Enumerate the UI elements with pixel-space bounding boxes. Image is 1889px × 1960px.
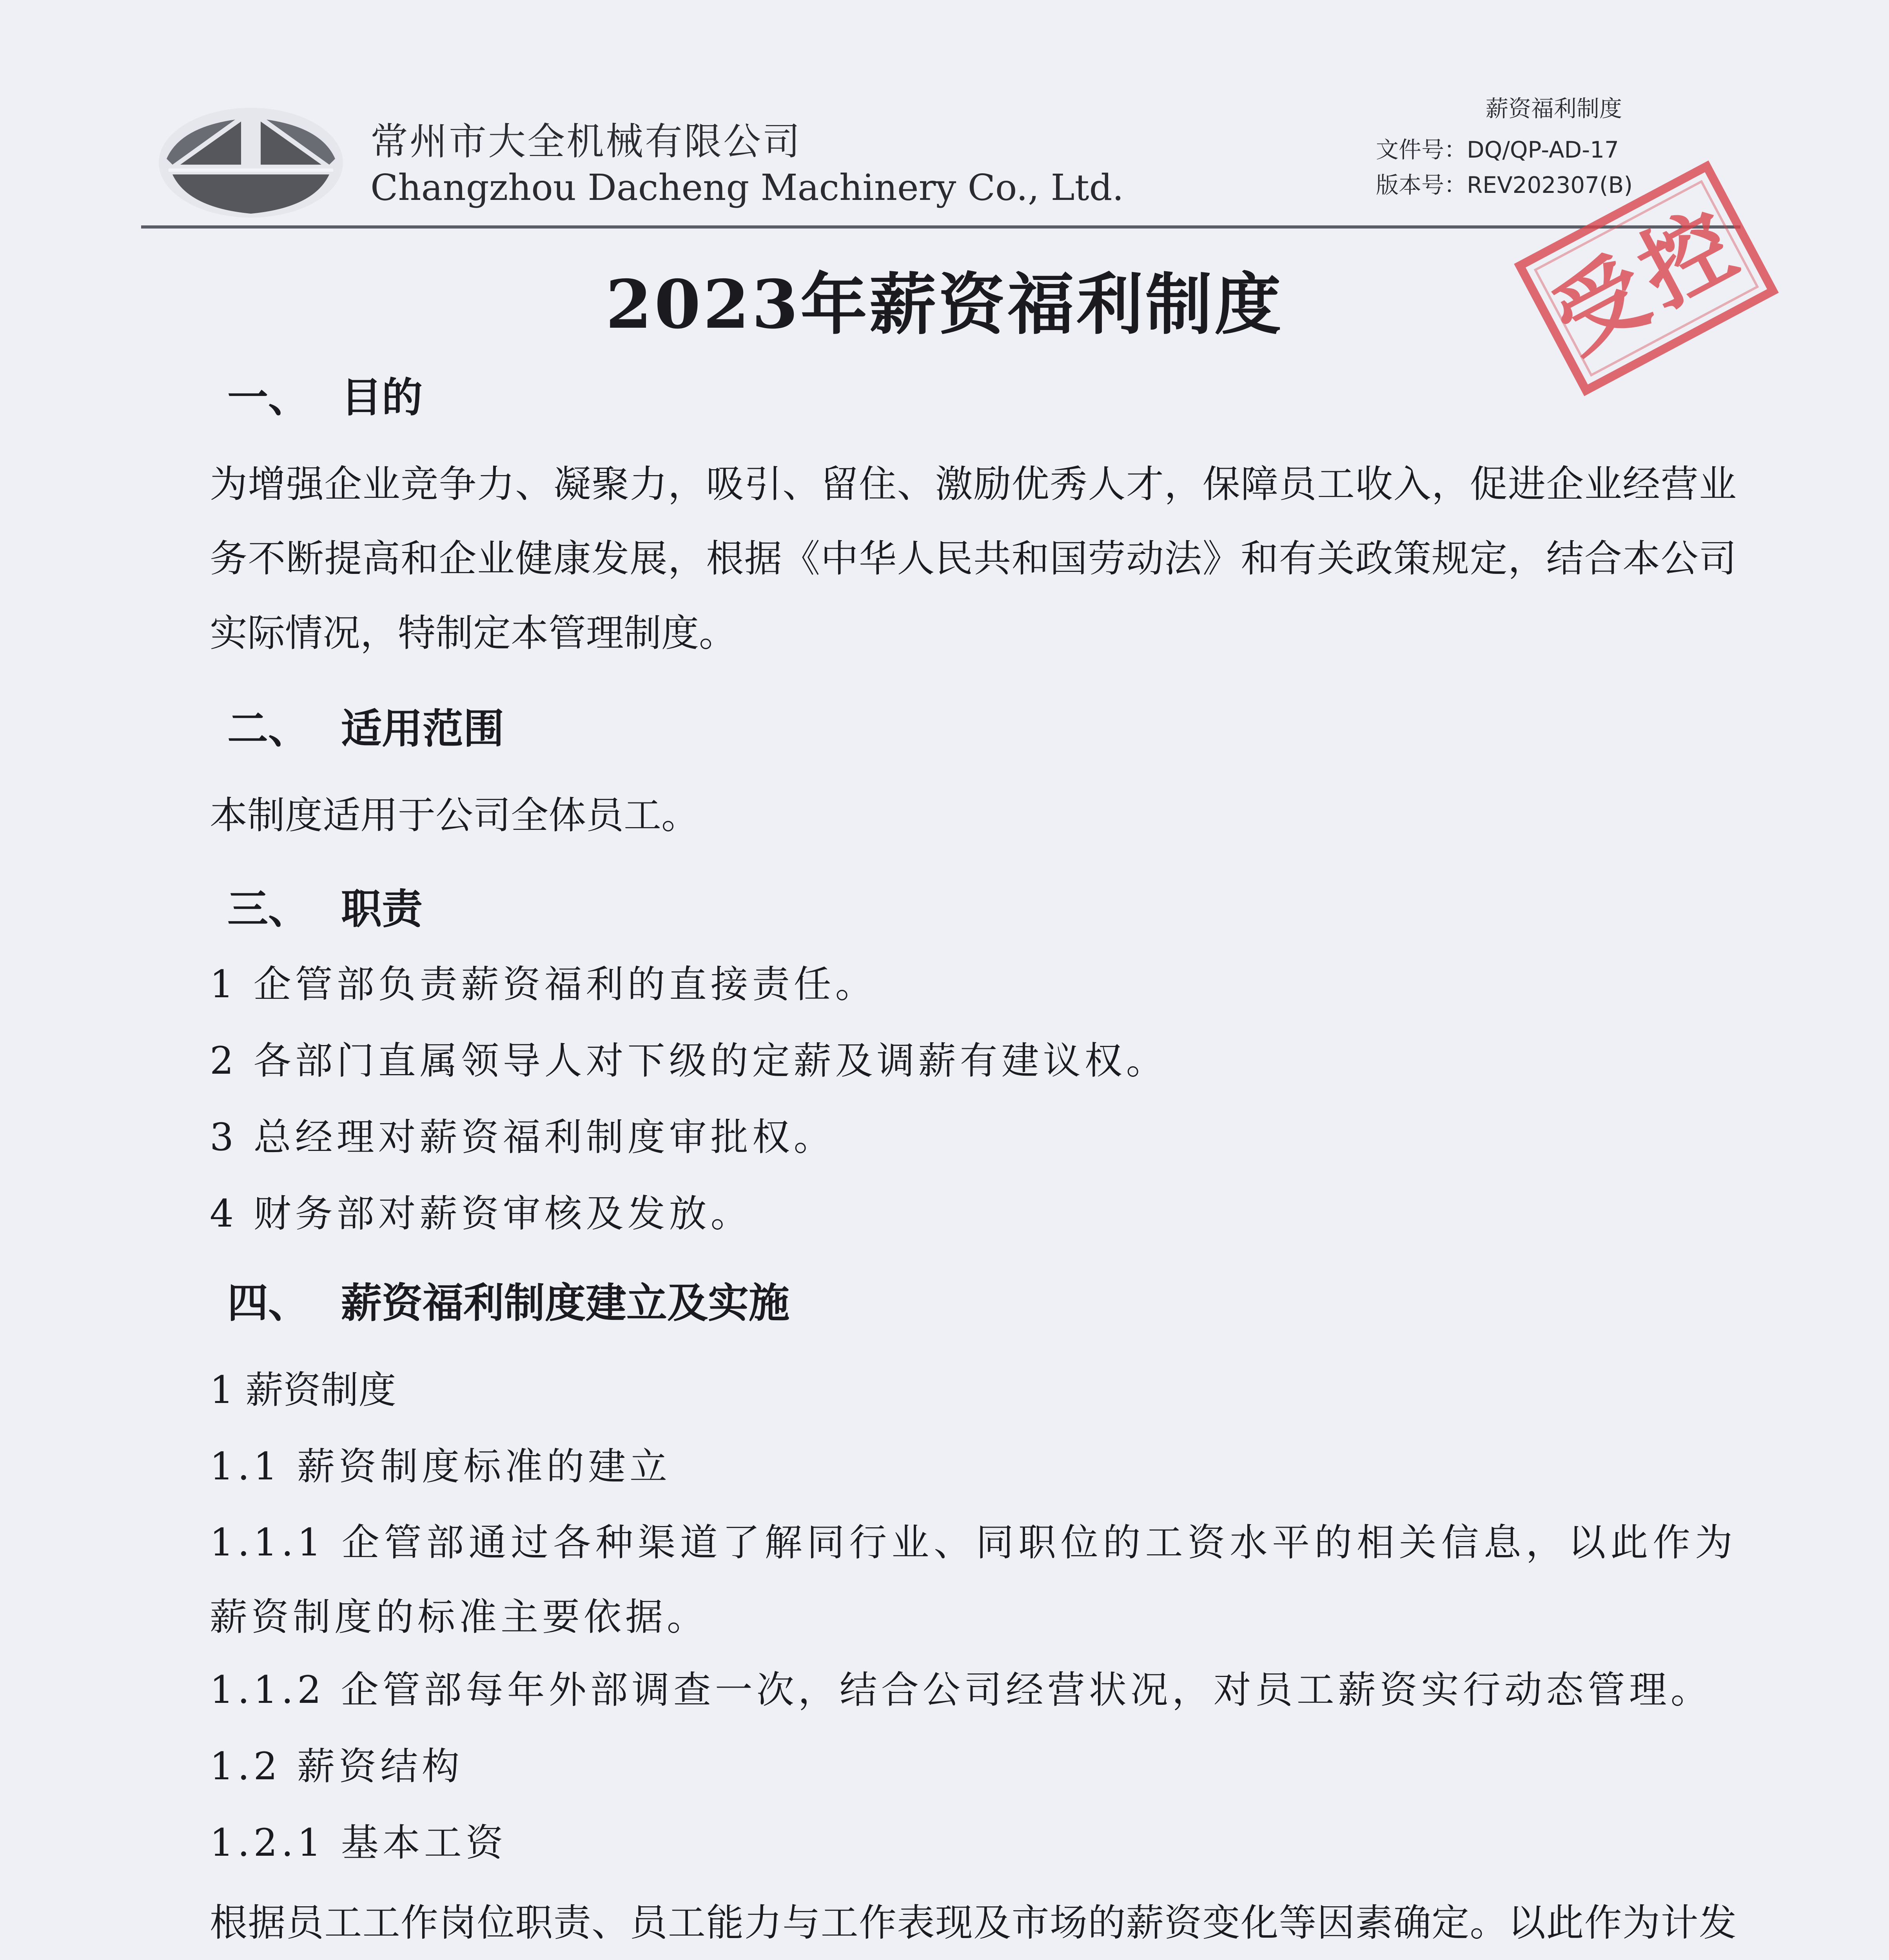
list-item: 2 各部门直属领导人对下级的定薪及调薪有建议权。	[210, 1039, 1168, 1083]
section-title: 目的	[341, 374, 423, 421]
section-number: 四、	[227, 1279, 309, 1327]
company-name-en: Changzhou Dacheng Machinery Co., Ltd.	[370, 167, 1124, 209]
section-title: 薪资福利制度建立及实施	[341, 1279, 790, 1327]
section-number: 一、	[227, 374, 309, 421]
doc-category-title: 薪资福利制度	[1486, 95, 1622, 122]
section-number: 二、	[227, 705, 309, 753]
subheading: 1.2.1 基本工资	[210, 1821, 507, 1865]
subheading: 1 薪资制度	[210, 1368, 396, 1412]
paragraph-text: 为增强企业竞争力、凝聚力，吸引、留住、激励优秀人才，保障员工收入，促进企业经营业务不断提高和企业健康发展，根据《中华人民共和国劳动法》和有关政策规定，结合本公司实际情况，特制定本管理制度。	[210, 462, 1737, 655]
paragraph-1-1-2: 1.1.2 企管部每年外部调查一次，结合公司经营状况，对员工薪资实行动态管理。	[210, 1668, 1712, 1712]
paragraph-text: 根据员工工作岗位职责、员工能力与工作表现及市场的薪资变化等因素确定。以此作为计发	[210, 1901, 1737, 1945]
version-number: 版本号：REV202307(B)	[1376, 172, 1633, 198]
section-number: 三、	[227, 885, 309, 933]
paragraph-1-2-1	[133, 1886, 1737, 1960]
subheading: 1.2 薪资结构	[210, 1744, 464, 1788]
page-title: 2023年薪资福利制度	[605, 265, 1284, 344]
paragraph-text: 本制度适用于公司全体员工。	[210, 793, 699, 837]
section-heading-scope	[227, 696, 504, 755]
document-number: 文件号：DQ/QP-AD-17	[1376, 136, 1619, 163]
list-item: 3 总经理对薪资福利制度审批权。	[210, 1115, 835, 1159]
svg-text:受控: 受控	[1536, 188, 1759, 373]
paragraph-text: 1.1.1 企管部通过各种渠道了解同行业、同职位的工资水平的相关信息，以此作为薪资制度的标准主要依据。	[210, 1521, 1737, 1639]
subheading: 1.1 薪资制度标准的建立	[210, 1445, 671, 1488]
list-item: 4 财务部对薪资审核及发放。	[210, 1192, 752, 1236]
list-item: 1 企管部负责薪资福利的直接责任。	[210, 962, 877, 1006]
section-title: 职责	[341, 885, 423, 933]
section-heading-implementation	[227, 1270, 789, 1329]
paragraph-1-1-1	[133, 1505, 1737, 1654]
section-heading-purpose	[227, 365, 423, 423]
company-logo-icon	[157, 106, 345, 220]
company-name-cn: 常州市大全机械有限公司	[370, 120, 802, 163]
section-title: 适用范围	[341, 705, 504, 753]
section-paragraph-purpose	[133, 447, 1737, 670]
section-paragraph-scope	[133, 778, 1737, 853]
section-heading-duties	[227, 876, 423, 935]
